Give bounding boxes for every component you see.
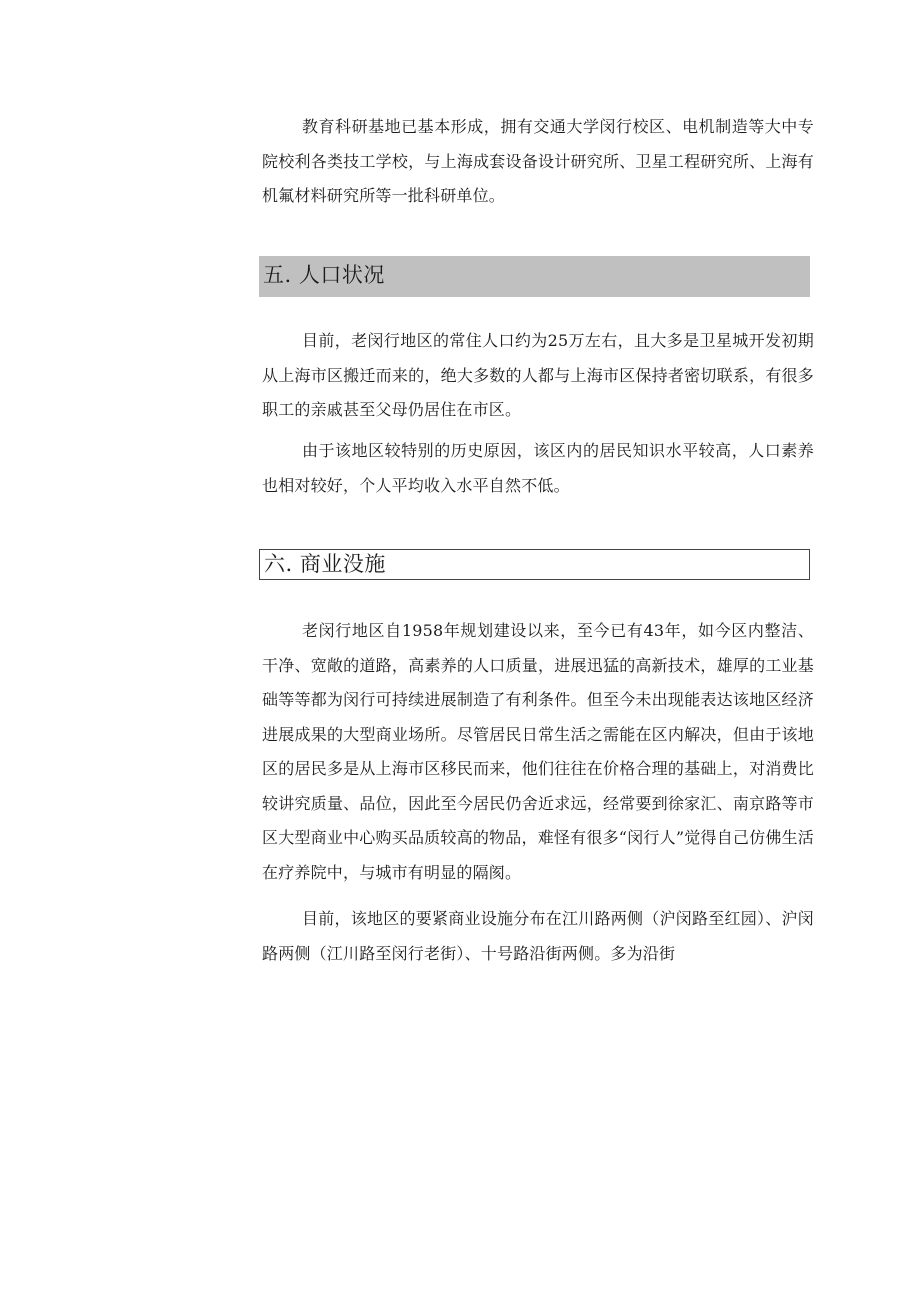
section-heading-population: 五. 人口状况	[259, 256, 810, 297]
paragraph-commerce-distribution: 目前，该地区的要紧商业设施分布在江川路两侧（沪闵路至红园）、沪闵路两侧（江川路至闵行老街）、十号路沿街两侧。多为沿街	[262, 909, 814, 963]
paragraph-population-education: 由于该地区较特别的历史原因，该区内的居民知识水平较高，人口素养也相对较好，个人平均收入水平自然不低。	[262, 441, 814, 495]
paragraph-population-residents: 目前，老闵行地区的常住人口约为25万左右，且大多是卫星城开发初期从上海市区搬迁而来的，绝大多数的人都与上海市区保持者密切联系，有很多职工的亲戚甚至父母仍居住在市区。	[262, 331, 814, 419]
paragraph-commerce-history: 老闵行地区自1958年规划建设以来，至今已有43年，如今区内整洁、干净、宽敞的道路，高素养的人口质量，进展迅猛的高新技术，雄厚的工业基础等等都为闵行可持续进展制造了有利条件。但至今未出现能表达该地区经济进展成果的大型商业场所。尽管居民日常生活之需能在区内解决，但由于该地区的居民多是从上海市区移民而来，他们往往在价格合理的基础上，对消费比较讲究质量、品位，因此至今居民仍舍近求远，经常要到徐家汇、南京路等市区大型商业中心购买品质较高的物品，难怪有很多“闵行人”觉得自己仿佛生活在疗养院中，与城市有明显的隔阂。	[262, 621, 814, 882]
paragraph-research-base: 教育科研基地已基本形成，拥有交通大学闵行校区、电机制造等大中专院校利各类技工学校，与上海成套设备设计研究所、卫星工程研究所、上海有机氟材料研究所等一批科研单位。	[262, 117, 814, 205]
section-heading-commerce: 六. 商业没施	[259, 549, 810, 580]
